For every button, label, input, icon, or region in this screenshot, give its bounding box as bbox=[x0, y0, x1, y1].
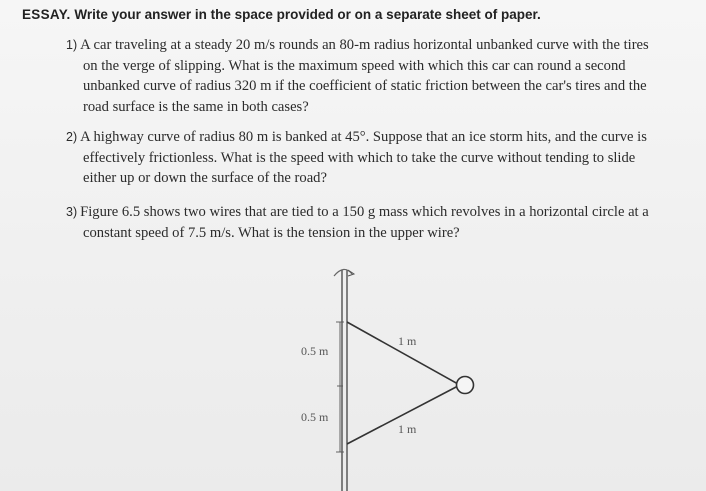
upper-segment-label: 0.5 m bbox=[301, 344, 329, 358]
lower-segment-label: 0.5 m bbox=[301, 410, 329, 424]
question-number: 3) bbox=[66, 205, 78, 219]
question-text-line: either up or down the surface of the road? bbox=[83, 170, 327, 186]
question-text-line: constant speed of 7.5 m/s. What is the tension in the upper wire? bbox=[83, 224, 460, 241]
mass-ball bbox=[457, 377, 474, 394]
question-2 bbox=[66, 127, 676, 189]
question-text-line: on the verge of slipping. What is the maximum speed with which this car can round a second bbox=[83, 57, 626, 74]
essay-label: ESSAY. bbox=[22, 7, 71, 22]
question-1 bbox=[66, 35, 676, 117]
essay-instruction: Write your answer in the space provided or on a separate sheet of paper. bbox=[74, 7, 541, 22]
question-text-line: A car traveling at a steady 20 m/s rounds an 80-m radius horizontal unbanked curve with the tires bbox=[80, 37, 649, 53]
question-text-line: effectively frictionless. What is the speed with which to take the curve without tending to slide bbox=[83, 149, 636, 166]
question-text-line: unbanked curve of radius 320 m if the coefficient of static friction between the car's tires and the bbox=[83, 78, 647, 94]
question-text-line: A highway curve of radius 80 m is banked at 45°. Suppose that an ice storm hits, and the curve is bbox=[80, 129, 647, 145]
lower-wire-label: 1 m bbox=[398, 422, 417, 436]
question-text-line: road surface is the same in both cases? bbox=[83, 98, 309, 115]
upper-wire bbox=[347, 322, 458, 384]
question-3 bbox=[66, 202, 676, 243]
essay-header bbox=[22, 7, 541, 22]
question-number: 2) bbox=[66, 130, 78, 144]
upper-wire-label: 1 m bbox=[398, 334, 417, 348]
question-number: 1) bbox=[66, 38, 78, 52]
question-text-line: Figure 6.5 shows two wires that are tied to a 150 g mass which revolves in a horizontal circle at a bbox=[80, 204, 649, 220]
figure-6-5-diagram bbox=[290, 262, 500, 491]
wire-mass-diagram bbox=[290, 262, 500, 491]
